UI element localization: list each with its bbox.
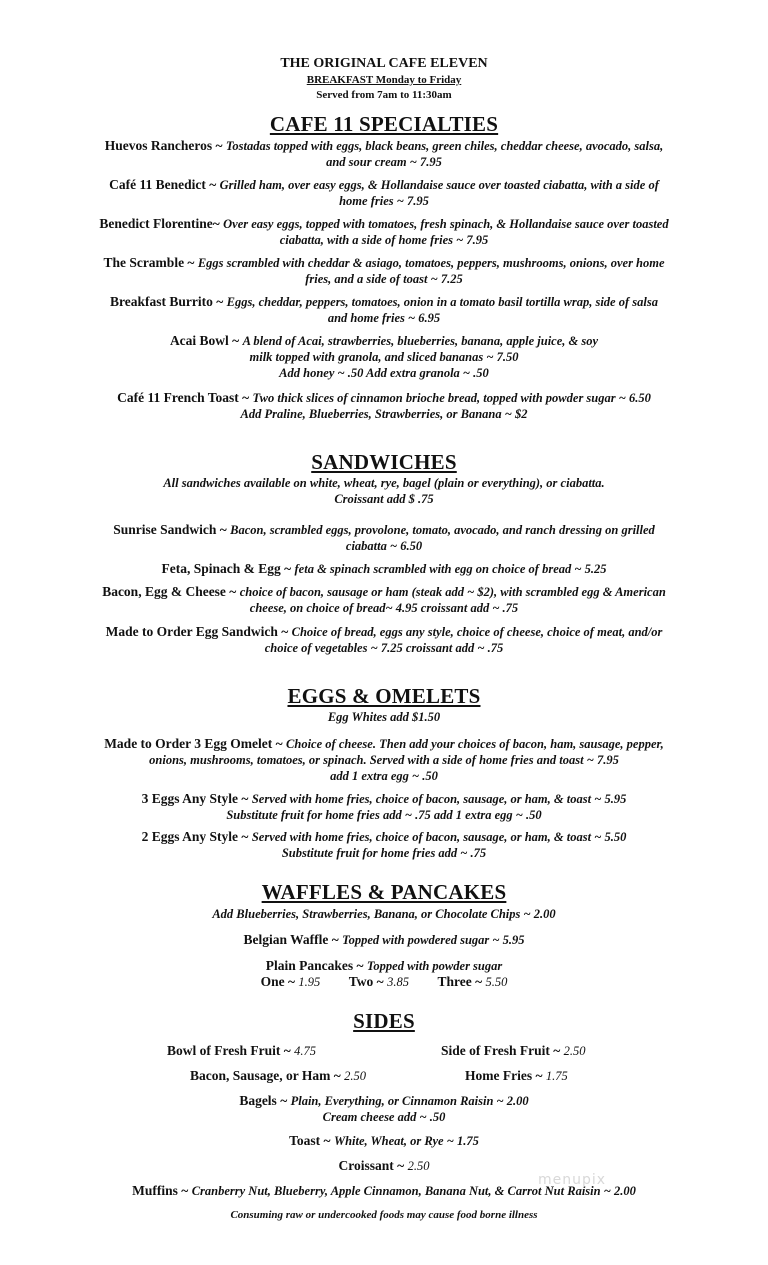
menu-item: Side of Fresh Fruit ~ 2.50 (441, 1043, 586, 1058)
menu-item: Café 11 Benedict ~ Grilled ham, over easy eggs, & Hollandaise sauce over toasted ciabatta, with a side of (109, 177, 659, 192)
menu-item-desc: fries, and a side of toast ~ 7.25 (305, 272, 463, 286)
menu-item: Bacon, Sausage, or Ham ~ 2.50 (190, 1068, 367, 1083)
food-safety-warning: Consuming raw or undercooked foods may cause food borne illness (230, 1209, 538, 1221)
croissant-note: Croissant add $ .75 (334, 492, 434, 506)
menu-item: 3 Eggs Any Style ~ Served with home fries, choice of bacon, sausage, or ham, & toast ~ 5.95 (141, 791, 627, 806)
menu-item: Sunrise Sandwich ~ Bacon, scrambled eggs, provolone, tomato, avocado, and ranch dressing on grilled (113, 522, 655, 537)
menu-item: Home Fries ~ 1.75 (465, 1068, 568, 1083)
menu-item-desc: and sour cream ~ 7.95 (326, 155, 442, 169)
eggs-heading: EGGS & OMELETS (287, 684, 481, 708)
menu-item: Feta, Spinach & Egg ~ feta & spinach scrambled with egg on choice of bread ~ 5.25 (161, 561, 607, 576)
pancake-sizes: One ~ 1.95 Two ~ 3.85 Three ~ 5.50 (260, 974, 508, 989)
menu-item: Breakfast Burrito ~ Eggs, cheddar, peppers, tomatoes, onion in a tomato basil tortilla wrap, side of salsa (110, 294, 658, 309)
menu-item-addons: Add honey ~ .50 Add extra granola ~ .50 (279, 366, 489, 380)
restaurant-title: THE ORIGINAL CAFE ELEVEN (280, 56, 488, 71)
menu-item: Made to Order Egg Sandwich ~ Choice of bread, eggs any style, choice of cheese, choice of meat, and/or (105, 624, 663, 639)
menu-item: Benedict Florentine~ Over easy eggs, topped with tomatoes, fresh spinach, & Hollandaise sauce over toasted (99, 216, 669, 231)
menu-item: Café 11 French Toast ~ Two thick slices of cinnamon brioche bread, topped with powder sugar ~ 6.50 (117, 390, 651, 405)
watermark-logo: menupix (538, 1172, 607, 1188)
breakfast-days: BREAKFAST Monday to Friday (306, 74, 462, 86)
menu-item: Bacon, Egg & Cheese ~ choice of bacon, sausage or ham (steak add ~ $2), with scrambled egg & American (102, 584, 666, 599)
waffles-addons-note: Add Blueberries, Strawberries, Banana, or Chocolate Chips ~ 2.00 (212, 907, 556, 921)
sandwiches-note: All sandwiches available on white, wheat, rye, bagel (plain or everything), or ciabatta. (163, 476, 605, 490)
menu-item-addons: Substitute fruit for home fries add ~ .75 (281, 846, 487, 860)
egg-whites-note: Egg Whites add $1.50 (327, 710, 441, 724)
sandwiches-heading: SANDWICHES (311, 450, 457, 474)
specialties-heading: CAFE 11 SPECIALTIES (269, 112, 499, 136)
serving-hours: Served from 7am to 11:30am (316, 89, 452, 101)
menu-item-desc: milk topped with granola, and sliced bananas ~ 7.50 (249, 350, 519, 364)
menu-item-addons: Add Praline, Blueberries, Strawberries, or Banana ~ $2 (240, 407, 528, 421)
menu-item: The Scramble ~ Eggs scrambled with cheddar & asiago, tomatoes, peppers, mushrooms, onions, over home (103, 255, 665, 270)
menu-item: Plain Pancakes ~ Topped with powder sugar (265, 958, 503, 973)
menu-item-desc: cheese, on choice of bread~ 4.95 croissant add ~ .75 (249, 601, 519, 615)
menu-item-desc: choice of vegetables ~ 7.25 croissant add ~ .75 (264, 641, 504, 655)
menu-item-addons: add 1 extra egg ~ .50 (330, 769, 438, 783)
menu-item-desc: home fries ~ 7.95 (339, 194, 429, 208)
menu-item-desc: ciabatta ~ 6.50 (345, 539, 423, 553)
menu-item-desc: and home fries ~ 6.95 (327, 311, 441, 325)
menu-item-addons: Cream cheese add ~ .50 (322, 1110, 446, 1124)
menu-item: Belgian Waffle ~ Topped with powdered sugar ~ 5.95 (243, 932, 525, 947)
menu-item: Muffins ~ Cranberry Nut, Blueberry, Apple Cinnamon, Banana Nut, & Carrot Nut Raisin ~ 2.00 (132, 1183, 636, 1198)
menu-item-desc: onions, mushrooms, tomatoes, or spinach. Served with a side of home fries and toast ~ 7.95 (149, 753, 619, 767)
waffles-heading: WAFFLES & PANCAKES (261, 880, 507, 904)
menu-item: Made to Order 3 Egg Omelet ~ Choice of cheese. Then add your choices of bacon, ham, sausage, pepper, (104, 736, 664, 751)
sides-heading: SIDES (353, 1009, 415, 1033)
menu-item: Bagels ~ Plain, Everything, or Cinnamon Raisin ~ 2.00 (239, 1093, 529, 1108)
menu-item: Toast ~ White, Wheat, or Rye ~ 1.75 (289, 1133, 479, 1148)
menu-item-addons: Substitute fruit for home fries add ~ .75 add 1 extra egg ~ .50 (226, 808, 542, 822)
menu-item-desc: ciabatta, with a side of home fries ~ 7.95 (279, 233, 489, 247)
menu-item: Bowl of Fresh Fruit ~ 4.75 (167, 1043, 317, 1058)
menu-item: Huevos Rancheros ~ Tostadas topped with eggs, black beans, green chiles, cheddar cheese, avocado, salsa, (104, 138, 664, 153)
menu-item: 2 Eggs Any Style ~ Served with home fries, choice of bacon, sausage, or ham, & toast ~ 5.50 (141, 829, 627, 844)
menu-item: Croissant ~ 2.50 (338, 1158, 430, 1173)
menu-item: Acai Bowl ~ A blend of Acai, strawberries, blueberries, banana, apple juice, & soy (169, 333, 599, 348)
